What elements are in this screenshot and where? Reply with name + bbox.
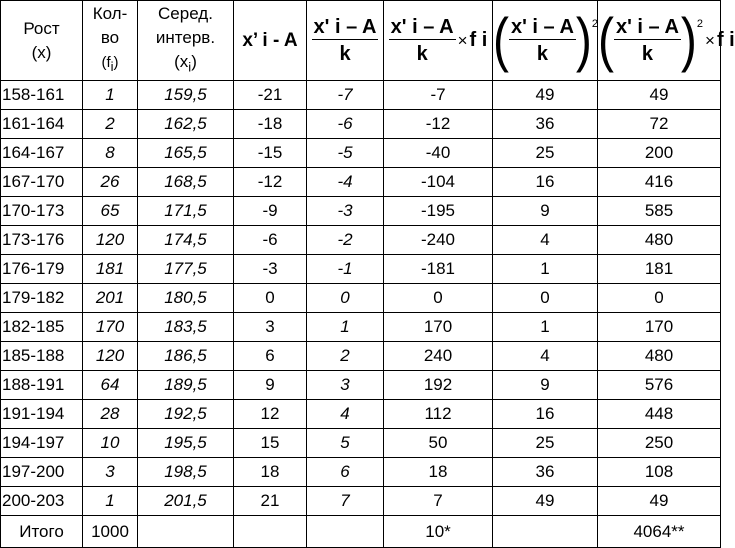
table-cell: -1 bbox=[307, 255, 384, 284]
total-cell bbox=[234, 516, 307, 548]
table-cell: -2 bbox=[307, 226, 384, 255]
table-cell: 108 bbox=[598, 458, 721, 487]
table-cell: 197-200 bbox=[1, 458, 83, 487]
table-cell: 36 bbox=[493, 458, 598, 487]
table-cell: 200-203 bbox=[1, 487, 83, 516]
table-cell: 191-194 bbox=[1, 400, 83, 429]
table-cell: 158-161 bbox=[1, 81, 83, 110]
table-cell: 181 bbox=[598, 255, 721, 284]
table-row bbox=[1, 197, 721, 226]
table-row bbox=[1, 487, 721, 516]
table-cell: 0 bbox=[493, 284, 598, 313]
table-cell: 5 bbox=[307, 429, 384, 458]
table-cell: -21 bbox=[234, 81, 307, 110]
table-cell: 186,5 bbox=[138, 342, 234, 371]
table-cell: 201 bbox=[83, 284, 138, 313]
table-cell: -7 bbox=[384, 81, 493, 110]
table-cell: 7 bbox=[307, 487, 384, 516]
table-row bbox=[1, 139, 721, 168]
table-cell: 161-164 bbox=[1, 110, 83, 139]
table-cell: 185-188 bbox=[1, 342, 83, 371]
table-cell: -6 bbox=[234, 226, 307, 255]
table-cell: 49 bbox=[598, 487, 721, 516]
table-cell: 198,5 bbox=[138, 458, 234, 487]
table-row bbox=[1, 168, 721, 197]
table-cell: 1 bbox=[307, 313, 384, 342]
table-cell: 65 bbox=[83, 197, 138, 226]
table-cell: -12 bbox=[234, 168, 307, 197]
table-cell: 0 bbox=[234, 284, 307, 313]
table-cell: 9 bbox=[234, 371, 307, 400]
table-row bbox=[1, 371, 721, 400]
table-cell: 180,5 bbox=[138, 284, 234, 313]
table-cell: 4 bbox=[493, 342, 598, 371]
table-cell: -5 bbox=[307, 139, 384, 168]
total-row bbox=[1, 516, 721, 548]
table-cell: 189,5 bbox=[138, 371, 234, 400]
table-cell: 165,5 bbox=[138, 139, 234, 168]
table-row bbox=[1, 226, 721, 255]
table-cell: 240 bbox=[384, 342, 493, 371]
table-cell: 480 bbox=[598, 342, 721, 371]
header-weighted-squared-deviation: ( $\frac{x' i - A}{k}$ ) 2 × f i bbox=[598, 1, 721, 81]
table-cell: 576 bbox=[598, 371, 721, 400]
table-cell: 72 bbox=[598, 110, 721, 139]
table-cell: 64 bbox=[83, 371, 138, 400]
table-cell: 26 bbox=[83, 168, 138, 197]
table-cell: -104 bbox=[384, 168, 493, 197]
table-cell: 16 bbox=[493, 168, 598, 197]
table-cell: 200 bbox=[598, 139, 721, 168]
table-cell: 250 bbox=[598, 429, 721, 458]
table-cell: 3 bbox=[234, 313, 307, 342]
table-cell: 167-170 bbox=[1, 168, 83, 197]
table-cell: 192 bbox=[384, 371, 493, 400]
table-cell: -7 bbox=[307, 81, 384, 110]
header-height: Рост (x) bbox=[1, 1, 83, 81]
table-cell: 4 bbox=[493, 226, 598, 255]
table-row bbox=[1, 400, 721, 429]
table-cell: 168,5 bbox=[138, 168, 234, 197]
table-cell: -15 bbox=[234, 139, 307, 168]
table-cell: -6 bbox=[307, 110, 384, 139]
table-cell: 181 bbox=[83, 255, 138, 284]
table-cell: 201,5 bbox=[138, 487, 234, 516]
table-cell: 6 bbox=[234, 342, 307, 371]
table-cell: 10 bbox=[83, 429, 138, 458]
table-cell: 164-167 bbox=[1, 139, 83, 168]
table-cell: 177,5 bbox=[138, 255, 234, 284]
table-cell: 0 bbox=[598, 284, 721, 313]
table-cell: 170-173 bbox=[1, 197, 83, 226]
total-cell: 1000 bbox=[83, 516, 138, 548]
table-cell: -4 bbox=[307, 168, 384, 197]
table-cell: 192,5 bbox=[138, 400, 234, 429]
table-cell: 171,5 bbox=[138, 197, 234, 226]
header-deviation: x’ i - A bbox=[234, 1, 307, 81]
table-cell: 49 bbox=[493, 487, 598, 516]
table-cell: 195,5 bbox=[138, 429, 234, 458]
header-scaled-deviation: $\frac{x' i - A}{k}$ bbox=[307, 1, 384, 81]
table-cell: 179-182 bbox=[1, 284, 83, 313]
table-cell: 21 bbox=[234, 487, 307, 516]
table-cell: 480 bbox=[598, 226, 721, 255]
table-cell: 1 bbox=[493, 313, 598, 342]
header-row bbox=[1, 1, 721, 81]
total-cell: 4064** bbox=[598, 516, 721, 548]
table-cell: 16 bbox=[493, 400, 598, 429]
header-mid-interval: Серед. интерв. $(x_i)$ bbox=[138, 1, 234, 81]
table-row bbox=[1, 342, 721, 371]
table-cell: 182-185 bbox=[1, 313, 83, 342]
table-cell: 7 bbox=[384, 487, 493, 516]
table-cell: 585 bbox=[598, 197, 721, 226]
table-cell: -240 bbox=[384, 226, 493, 255]
total-cell bbox=[493, 516, 598, 548]
table-cell: -9 bbox=[234, 197, 307, 226]
table-cell: 120 bbox=[83, 226, 138, 255]
total-cell: 10* bbox=[384, 516, 493, 548]
table-cell: 49 bbox=[598, 81, 721, 110]
header-weighted-deviation: $\frac{x' i - A}{k}$ × f i bbox=[384, 1, 493, 81]
table-cell: 183,5 bbox=[138, 313, 234, 342]
table-row bbox=[1, 429, 721, 458]
table-cell: 9 bbox=[493, 197, 598, 226]
table-cell: 18 bbox=[384, 458, 493, 487]
table-row bbox=[1, 313, 721, 342]
table-cell: 170 bbox=[83, 313, 138, 342]
table-cell: 162,5 bbox=[138, 110, 234, 139]
table-cell: 9 bbox=[493, 371, 598, 400]
table-cell: 3 bbox=[307, 371, 384, 400]
table-row bbox=[1, 284, 721, 313]
table-cell: -40 bbox=[384, 139, 493, 168]
table-cell: -3 bbox=[234, 255, 307, 284]
table-cell: -195 bbox=[384, 197, 493, 226]
table-cell: 50 bbox=[384, 429, 493, 458]
table-cell: -12 bbox=[384, 110, 493, 139]
table-cell: 3 bbox=[83, 458, 138, 487]
table-cell: 1 bbox=[83, 81, 138, 110]
table-cell: 448 bbox=[598, 400, 721, 429]
table-cell: 12 bbox=[234, 400, 307, 429]
table-cell: -3 bbox=[307, 197, 384, 226]
table-cell: 2 bbox=[83, 110, 138, 139]
table-cell: 120 bbox=[83, 342, 138, 371]
table-cell: 170 bbox=[384, 313, 493, 342]
table-cell: 174,5 bbox=[138, 226, 234, 255]
table-cell: 28 bbox=[83, 400, 138, 429]
table-cell: 25 bbox=[493, 429, 598, 458]
table-cell: 159,5 bbox=[138, 81, 234, 110]
table-cell: 49 bbox=[493, 81, 598, 110]
table-cell: 36 bbox=[493, 110, 598, 139]
table-cell: 18 bbox=[234, 458, 307, 487]
header-squared-deviation: ( $\frac{x' i - A}{k}$ ) 2 bbox=[493, 1, 598, 81]
table-cell: -181 bbox=[384, 255, 493, 284]
header-count: Кол- во $(f_i)$ bbox=[83, 1, 138, 81]
table-cell: 112 bbox=[384, 400, 493, 429]
table-cell: 2 bbox=[307, 342, 384, 371]
table-cell: 194-197 bbox=[1, 429, 83, 458]
table-cell: 4 bbox=[307, 400, 384, 429]
table-cell: 0 bbox=[307, 284, 384, 313]
table-cell: 188-191 bbox=[1, 371, 83, 400]
table-cell: 8 bbox=[83, 139, 138, 168]
table-cell: 173-176 bbox=[1, 226, 83, 255]
total-cell: Итого bbox=[1, 516, 83, 548]
table-row bbox=[1, 458, 721, 487]
table-cell: 6 bbox=[307, 458, 384, 487]
table-row bbox=[1, 110, 721, 139]
total-cell bbox=[307, 516, 384, 548]
table-cell: 416 bbox=[598, 168, 721, 197]
table-cell: 25 bbox=[493, 139, 598, 168]
table-row bbox=[1, 255, 721, 284]
table-cell: 1 bbox=[493, 255, 598, 284]
table-cell: 0 bbox=[384, 284, 493, 313]
table-cell: 170 bbox=[598, 313, 721, 342]
table-cell: 176-179 bbox=[1, 255, 83, 284]
table-cell: 15 bbox=[234, 429, 307, 458]
table-row bbox=[1, 81, 721, 110]
total-cell bbox=[138, 516, 234, 548]
table-cell: 1 bbox=[83, 487, 138, 516]
table-cell: -18 bbox=[234, 110, 307, 139]
